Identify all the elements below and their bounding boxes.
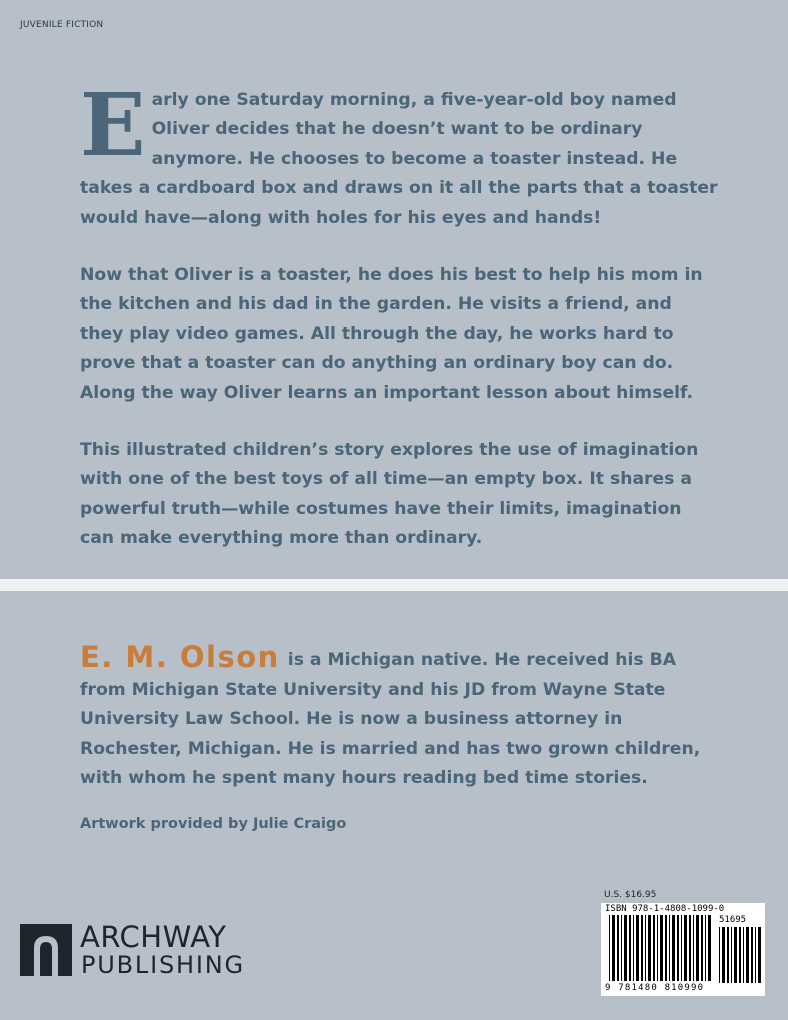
publisher-name-line1: ARCHWAY [80, 920, 227, 954]
barcode-addon-number: 51695 [719, 915, 747, 925]
barcode-bar [727, 927, 729, 983]
barcode-bar [657, 915, 658, 981]
barcode-bar [705, 915, 706, 981]
barcode-bar [734, 927, 737, 983]
barcode-bar [621, 915, 622, 981]
isbn-text: ISBN 978-1-4808-1099-0 [605, 904, 725, 914]
barcode-bar [636, 915, 639, 981]
barcode-bar [609, 915, 610, 981]
barcode-bar [708, 915, 711, 981]
summary-paragraph-1-text: arly one Saturday morning, a five-year-old boy named Oliver decides that he doesn’t want to be ordinary anymore. He chooses to become a toaster instead. He takes a cardboard box and draws on it all the parts that a toaster would have—along with holes for his eyes and hands! [80, 90, 718, 228]
barcode-bar [693, 915, 694, 981]
barcode-bar [701, 915, 703, 981]
barcode-bar [681, 915, 682, 981]
barcode-bar [743, 927, 744, 983]
barcode-bar [755, 927, 756, 983]
publisher-logo [20, 922, 270, 982]
barcode-bar [624, 915, 627, 981]
author-bio-text: is a Michigan native. He received his BA from Michigan State University and his JD from Wayne State University Law School. He is now a business attorney in Rochester, Michigan. He is married and has two grown children, with whom he spent many hours reading bed time stories. [80, 650, 701, 789]
author-name: E. M. Olson [80, 640, 280, 674]
barcode-bar [660, 915, 663, 981]
barcode-bar [722, 927, 725, 983]
summary-paragraph-3: This illustrated children’s story explores the use of imagination with one of the best toys of all time—an empty box. It shares a powerful truth—while costumes have their limits, imagination can make everything more than ordinary. [80, 440, 699, 549]
barcode-bar [746, 927, 749, 983]
barcode-bar [653, 915, 655, 981]
artwork-credit: Artwork provided by Julie Craigo [80, 816, 347, 832]
barcode-bar [612, 915, 615, 981]
section-divider [0, 579, 788, 591]
barcode-bar [633, 915, 634, 981]
barcode-number: 9 781480 810990 [605, 983, 705, 993]
barcode-bar [645, 915, 646, 981]
barcode-bar [677, 915, 679, 981]
barcode-bar [739, 927, 741, 983]
barcode-bar [751, 927, 753, 983]
barcode-bar [672, 915, 675, 981]
barcode-bar [665, 915, 667, 981]
barcode-bar [758, 927, 761, 983]
summary-paragraph-1 [80, 75, 720, 233]
barcode-bar [641, 915, 643, 981]
barcode-bar [669, 915, 670, 981]
barcode-bar [689, 915, 691, 981]
summary-paragraph-2: Now that Oliver is a toaster, he does his best to help his mom in the kitchen and his dad in the garden. He visits a friend, and they play video games. All through the day, he works hard to prove that a toaster can do anything an ordinary boy can do. Along the way Oliver learns an important lesson about himself. [80, 265, 703, 403]
barcode-bar [719, 927, 720, 983]
barcode-bar [629, 915, 631, 981]
category-label: JUVENILE FICTION [20, 20, 104, 30]
publisher-name-line2: PUBLISHING [81, 951, 245, 979]
barcode-bar [731, 927, 732, 983]
archway-arch-icon [20, 924, 72, 976]
price-label: U.S. $16.95 [604, 890, 657, 900]
barcode-bar [617, 915, 619, 981]
drop-cap: E [80, 75, 146, 176]
book-summary [80, 75, 720, 582]
author-bio [80, 640, 720, 794]
barcode-bar [696, 915, 699, 981]
barcode-bar [648, 915, 651, 981]
isbn-barcode [601, 903, 765, 996]
barcode-bar [684, 915, 687, 981]
